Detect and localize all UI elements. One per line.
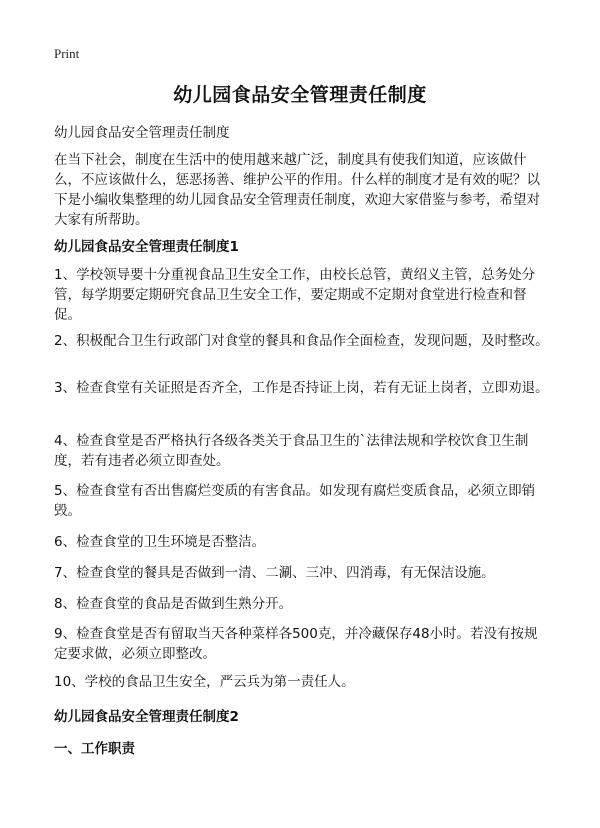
list-item: 10、学校的食品卫生安全，严云兵为第一责任人。 bbox=[54, 674, 355, 690]
list-item: 7、检查食堂的餐具是否做到一清、二涮、三冲、四消毒，有无保洁设施。 bbox=[54, 565, 495, 581]
list-item: 5、检查食堂有否出售腐烂变质的有害食品。如发现有腐烂变质食品，必须立即销毁。 bbox=[54, 483, 536, 519]
intro-paragraph: 在当下社会，制度在生活中的使用越来越广泛，制度具有使我们知道，应该做什么，不应该做什么，惩恶扬善、维护公平的作用。什么样的制度才是有效的呢？以下是小编收集整理的幼儿园食品安全管理责任制度，欢迎大家借鉴与参考，希望对大家有所帮助。 bbox=[54, 152, 540, 228]
list-item: 9、检查食堂是否有留取当天各种菜样各500克，并冷藏保存48小时。若没有按规定要求做，必须立即整改。 bbox=[54, 626, 538, 662]
page-title: 幼儿园食品安全管理责任制度 bbox=[173, 84, 427, 106]
subsection-heading: 一、工作职责 bbox=[54, 741, 135, 757]
list-item: 3、检查食堂有关证照是否齐全，工作是否持证上岗，若有无证上岗者，立即劝退。 bbox=[54, 380, 549, 396]
list-item: 6、检查食堂的卫生环境是否整洁。 bbox=[54, 534, 266, 550]
list-item: 4、检查食堂是否严格执行各级各类关于食品卫生的`法律法规和学校饮食卫生制度，若有违者必须立即查处。 bbox=[54, 433, 529, 469]
document-subtitle: 幼儿园食品安全管理责任制度 bbox=[54, 125, 230, 141]
list-item: 8、检查食堂的食品是否做到生熟分开。 bbox=[54, 596, 293, 612]
print-link[interactable]: Print bbox=[54, 46, 80, 61]
list-item: 2、积极配合卫生行政部门对食堂的餐具和食品作全面检查，发现问题，及时整改。 bbox=[54, 333, 549, 349]
section-heading-2: 幼儿园食品安全管理责任制度2 bbox=[54, 709, 239, 725]
list-item: 1、学校领导要十分重视食品卫生安全工作，由校长总管，黄绍义主管，总务处分管，每学期要定期研究食品卫生安全工作，要定期或不定期对食堂进行检查和督促。 bbox=[54, 267, 536, 323]
section-heading-1: 幼儿园食品安全管理责任制度1 bbox=[54, 239, 239, 255]
